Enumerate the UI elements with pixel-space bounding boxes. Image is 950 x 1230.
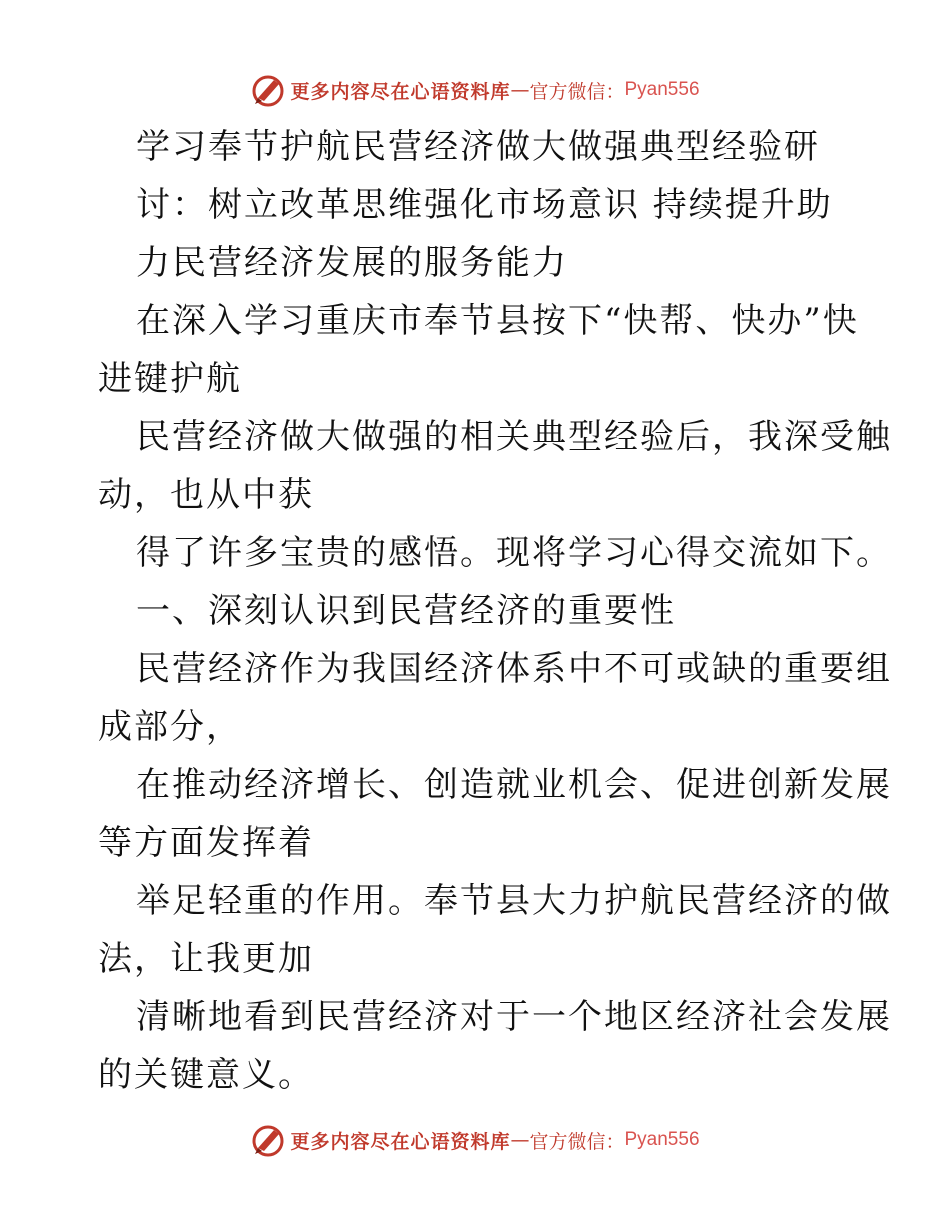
text-line: 举足轻重的作用。奉节县大力护航民营经济的做 <box>136 881 892 921</box>
text-line: 民营经济做大做强的相关典型经验后，我深受触 <box>136 417 892 457</box>
footer-banner <box>0 1120 950 1160</box>
banner-separator: — <box>510 79 530 101</box>
banner-title: 更多内容尽在心语资料库 <box>290 1130 511 1153</box>
banner-separator: — <box>510 1129 530 1151</box>
banner-wechat-id: Pyan556 <box>624 1129 700 1150</box>
text-line: 等方面发挥着 <box>98 823 314 863</box>
text-line: 在推动经济增长、创造就业机会、促进创新发展 <box>136 765 892 805</box>
text-line: 民营经济作为我国经济体系中不可或缺的重要组 <box>136 649 892 689</box>
banner-wechat-id: Pyan556 <box>624 79 700 100</box>
text-line: 在深入学习重庆市奉节县按下“快帮、快办”快 <box>136 301 859 341</box>
pen-logo-icon <box>250 72 286 108</box>
text-line: 动，也从中获 <box>98 475 314 515</box>
text-line: 得了许多宝贵的感悟。现将学习心得交流如下。 <box>136 533 892 573</box>
text-line: 学习奉节护航民营经济做大做强典型经验研 <box>136 127 820 167</box>
document-body <box>98 118 892 1104</box>
text-line: 清晰地看到民营经济对于一个地区经济社会发展 <box>136 997 892 1037</box>
text-line: 讨：树立改革思维强化市场意识 持续提升助 <box>136 185 833 225</box>
text-line: 成部分， <box>98 707 242 747</box>
banner-wechat-label: 官方微信： <box>529 1130 625 1153</box>
text-line: 法，让我更加 <box>98 939 314 979</box>
text-line: 力民营经济发展的服务能力 <box>136 243 568 283</box>
text-line: 的关键意义。 <box>98 1055 314 1095</box>
header-banner <box>0 70 950 110</box>
text-line: 进键护航 <box>98 359 242 399</box>
banner-wechat-label: 官方微信： <box>529 80 625 103</box>
text-line: 一、深刻认识到民营经济的重要性 <box>136 591 676 631</box>
pen-logo-icon <box>250 1122 286 1158</box>
banner-title: 更多内容尽在心语资料库 <box>290 80 511 103</box>
